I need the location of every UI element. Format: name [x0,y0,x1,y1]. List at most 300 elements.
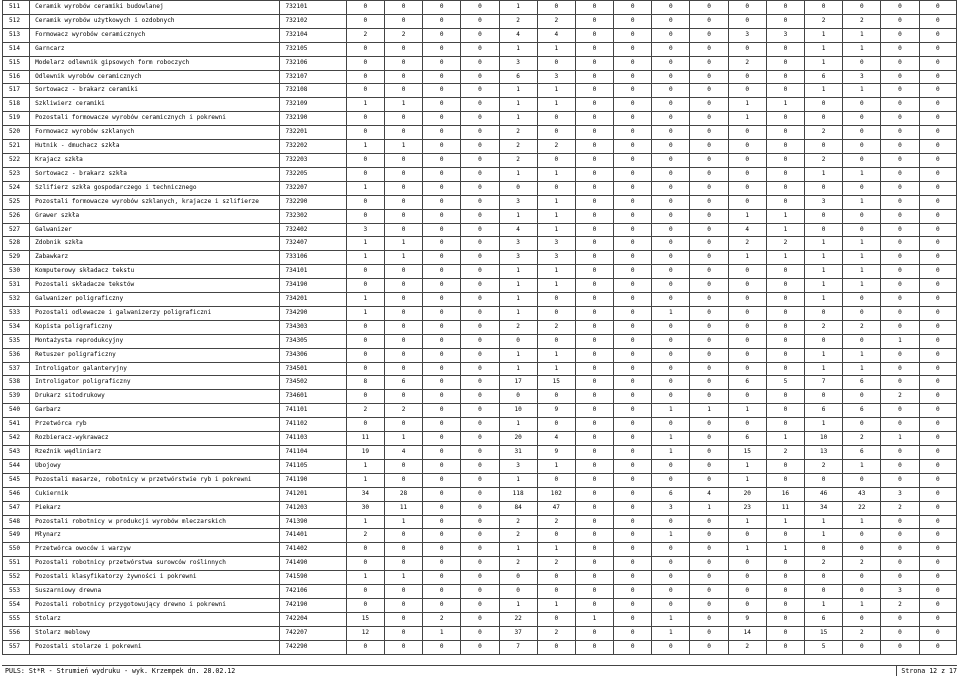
value-cell: 2 [728,237,766,251]
value-cell: 1 [499,98,537,112]
value-cell: 0 [384,167,422,181]
value-cell: 0 [614,56,652,70]
value-cell: 102 [537,487,575,501]
value-cell: 1 [843,348,881,362]
value-cell: 0 [384,543,422,557]
value-cell: 16 [766,487,804,501]
value-cell: 0 [919,279,956,293]
value-cell: 1 [346,473,384,487]
value-cell: 0 [346,126,384,140]
table-row [3,334,957,348]
value-cell: 0 [614,459,652,473]
value-cell: 0 [499,390,537,404]
value-cell: 0 [881,473,919,487]
value-cell: 1 [537,362,575,376]
value-cell: 0 [690,28,728,42]
value-cell: 2 [881,390,919,404]
occupation-code: 734190 [280,279,346,293]
value-cell: 0 [537,529,575,543]
value-cell: 34 [346,487,384,501]
value-cell: 0 [575,501,613,515]
value-cell: 0 [423,390,461,404]
value-cell: 0 [346,56,384,70]
value-cell: 0 [575,626,613,640]
value-cell: 0 [461,432,499,446]
value-cell: 0 [766,348,804,362]
value-cell: 2 [537,515,575,529]
value-cell: 0 [728,418,766,432]
value-cell: 1 [843,84,881,98]
occupation-code: 732201 [280,126,346,140]
value-cell: 0 [728,14,766,28]
value-cell: 0 [843,390,881,404]
value-cell: 0 [690,306,728,320]
value-cell: 0 [919,612,956,626]
value-cell: 1 [728,209,766,223]
value-cell: 0 [919,223,956,237]
value-cell: 0 [652,320,690,334]
value-cell: 1 [384,515,422,529]
value-cell: 0 [690,446,728,460]
value-cell: 0 [614,195,652,209]
value-cell: 0 [881,1,919,15]
value-cell: 0 [461,459,499,473]
value-cell: 19 [346,446,384,460]
value-cell: 0 [461,112,499,126]
value-cell: 0 [423,98,461,112]
value-cell: 0 [690,112,728,126]
value-cell: 0 [690,126,728,140]
value-cell: 0 [766,195,804,209]
value-cell: 0 [881,293,919,307]
value-cell: 0 [346,42,384,56]
row-number: 534 [3,320,30,334]
value-cell: 0 [919,98,956,112]
value-cell: 1 [499,279,537,293]
value-cell: 1 [346,237,384,251]
value-cell: 0 [346,334,384,348]
value-cell: 0 [614,265,652,279]
value-cell: 1 [690,501,728,515]
value-cell: 0 [423,70,461,84]
value-cell: 0 [766,459,804,473]
value-cell: 10 [805,432,843,446]
value-cell: 0 [881,306,919,320]
value-cell: 0 [614,348,652,362]
value-cell: 0 [461,181,499,195]
value-cell: 0 [575,362,613,376]
value-cell: 0 [843,473,881,487]
value-cell: 0 [766,293,804,307]
value-cell: 0 [843,223,881,237]
table-row [3,473,957,487]
value-cell: 0 [575,98,613,112]
value-cell: 0 [575,557,613,571]
value-cell: 0 [499,181,537,195]
occupation-name: Odlewnik wyrobów ceramicznych [30,70,280,84]
table-row [3,306,957,320]
value-cell: 0 [614,84,652,98]
value-cell: 0 [614,473,652,487]
occupation-code: 732407 [280,237,346,251]
value-cell: 0 [728,571,766,585]
value-cell: 0 [384,585,422,599]
value-cell: 0 [423,320,461,334]
value-cell: 0 [423,126,461,140]
value-cell: 0 [766,112,804,126]
occupation-code: 734290 [280,306,346,320]
value-cell: 1 [346,293,384,307]
occupation-code: 734601 [280,390,346,404]
value-cell: 0 [575,112,613,126]
occupation-name: Zabawkarz [30,251,280,265]
value-cell: 0 [919,432,956,446]
value-cell: 0 [346,265,384,279]
value-cell: 0 [346,362,384,376]
value-cell: 0 [766,306,804,320]
value-cell: 0 [423,487,461,501]
value-cell: 0 [575,334,613,348]
value-cell: 0 [843,209,881,223]
value-cell: 1 [843,362,881,376]
value-cell: 6 [843,446,881,460]
value-cell: 0 [575,237,613,251]
value-cell: 0 [919,167,956,181]
value-cell: 0 [384,153,422,167]
table-row [3,279,957,293]
value-cell: 0 [384,126,422,140]
value-cell: 0 [919,501,956,515]
row-number: 519 [3,112,30,126]
value-cell: 3 [881,487,919,501]
row-number: 514 [3,42,30,56]
value-cell: 0 [881,181,919,195]
value-cell: 23 [728,501,766,515]
occupation-code: 732190 [280,112,346,126]
value-cell: 17 [499,376,537,390]
value-cell: 0 [728,348,766,362]
value-cell: 0 [652,293,690,307]
value-cell: 2 [346,529,384,543]
occupation-code: 734502 [280,376,346,390]
value-cell: 0 [423,376,461,390]
value-cell: 1 [499,348,537,362]
table-row [3,320,957,334]
value-cell: 0 [461,487,499,501]
occupation-code: 741490 [280,557,346,571]
value-cell: 1 [843,265,881,279]
value-cell: 0 [614,626,652,640]
value-cell: 3 [881,585,919,599]
value-cell: 0 [461,390,499,404]
value-cell: 1 [499,418,537,432]
table-row [3,223,957,237]
row-number: 555 [3,612,30,626]
value-cell: 0 [461,640,499,654]
value-cell: 0 [461,320,499,334]
value-cell: 0 [805,571,843,585]
value-cell: 0 [766,473,804,487]
value-cell: 0 [537,112,575,126]
value-cell: 0 [384,459,422,473]
value-cell: 0 [575,543,613,557]
value-cell: 0 [728,181,766,195]
value-cell: 0 [614,640,652,654]
value-cell: 0 [423,473,461,487]
value-cell: 0 [461,626,499,640]
row-number: 530 [3,265,30,279]
value-cell: 2 [537,626,575,640]
row-number: 538 [3,376,30,390]
value-cell: 0 [614,153,652,167]
occupation-name: Pozostali stolarze i pokrewni [30,640,280,654]
value-cell: 1 [384,237,422,251]
footer-source-text: PULS: St*R - Strumień wydruku - wyk. Krzempek dn. 28.02.12 [5,667,236,675]
row-number: 513 [3,28,30,42]
table-row [3,557,957,571]
occupation-code: 732104 [280,28,346,42]
value-cell: 0 [805,1,843,15]
value-cell: 46 [805,487,843,501]
value-cell: 0 [346,390,384,404]
value-cell: 0 [614,98,652,112]
value-cell: 3 [728,28,766,42]
value-cell: 5 [766,376,804,390]
value-cell: 0 [423,237,461,251]
occupation-name: Szkliwierz ceramiki [30,98,280,112]
value-cell: 0 [346,84,384,98]
value-cell: 0 [384,56,422,70]
value-cell: 0 [766,362,804,376]
value-cell: 0 [461,515,499,529]
value-cell: 1 [728,473,766,487]
occupation-code: 732109 [280,98,346,112]
value-cell: 1 [537,543,575,557]
value-cell: 0 [690,265,728,279]
value-cell: 15 [728,446,766,460]
value-cell: 0 [423,585,461,599]
value-cell: 0 [346,320,384,334]
value-cell: 0 [881,112,919,126]
value-cell: 47 [537,501,575,515]
value-cell: 0 [614,306,652,320]
row-number: 549 [3,529,30,543]
value-cell: 0 [652,571,690,585]
value-cell: 0 [461,28,499,42]
value-cell: 2 [499,557,537,571]
value-cell: 0 [881,14,919,28]
value-cell: 0 [575,265,613,279]
occupation-name: Krajacz szkła [30,153,280,167]
value-cell: 0 [652,237,690,251]
value-cell: 0 [843,612,881,626]
occupation-code: 734306 [280,348,346,362]
value-cell: 0 [919,404,956,418]
value-cell: 0 [919,112,956,126]
value-cell: 0 [652,543,690,557]
value-cell: 0 [919,529,956,543]
value-cell: 1 [499,543,537,557]
value-cell: 0 [881,70,919,84]
occupation-code: 733106 [280,251,346,265]
value-cell: 0 [461,251,499,265]
occupation-code: 741103 [280,432,346,446]
value-cell: 1 [537,209,575,223]
value-cell: 4 [690,487,728,501]
value-cell: 1 [766,251,804,265]
value-cell: 0 [614,390,652,404]
value-cell: 0 [881,28,919,42]
row-number: 554 [3,598,30,612]
value-cell: 0 [575,432,613,446]
value-cell: 0 [652,362,690,376]
occupation-code: 741190 [280,473,346,487]
value-cell: 1 [346,571,384,585]
row-number: 517 [3,84,30,98]
table-row [3,348,957,362]
value-cell: 0 [690,418,728,432]
value-cell: 0 [614,181,652,195]
occupation-code: 741201 [280,487,346,501]
value-cell: 0 [461,376,499,390]
value-cell: 0 [384,70,422,84]
value-cell: 0 [728,167,766,181]
value-cell: 0 [423,265,461,279]
occupation-code: 732105 [280,42,346,56]
value-cell: 0 [614,320,652,334]
value-cell: 6 [805,612,843,626]
value-cell: 2 [499,320,537,334]
table-row [3,1,957,15]
value-cell: 0 [690,376,728,390]
value-cell: 0 [423,56,461,70]
value-cell: 0 [423,640,461,654]
value-cell: 0 [423,459,461,473]
row-number: 556 [3,626,30,640]
value-cell: 0 [690,598,728,612]
value-cell: 43 [843,487,881,501]
value-cell: 22 [499,612,537,626]
value-cell: 0 [575,293,613,307]
value-cell: 0 [881,320,919,334]
value-cell: 0 [575,306,613,320]
table-row [3,140,957,154]
value-cell: 1 [499,167,537,181]
row-number: 547 [3,501,30,515]
value-cell: 0 [919,70,956,84]
value-cell: 6 [843,376,881,390]
value-cell: 0 [461,126,499,140]
value-cell: 1 [537,279,575,293]
value-cell: 1 [805,167,843,181]
value-cell: 0 [384,473,422,487]
value-cell: 6 [805,70,843,84]
occupation-name: Pozostali formowacze wyrobów ceramicznych i pokrewni [30,112,280,126]
value-cell: 0 [919,585,956,599]
occupation-code: 741401 [280,529,346,543]
value-cell: 1 [805,279,843,293]
value-cell: 1 [805,362,843,376]
table-row [3,571,957,585]
value-cell: 3 [805,195,843,209]
value-cell: 0 [423,140,461,154]
value-cell: 2 [537,140,575,154]
value-cell: 1 [652,446,690,460]
value-cell: 0 [346,348,384,362]
value-cell: 0 [346,418,384,432]
value-cell: 0 [423,1,461,15]
value-cell: 0 [384,1,422,15]
value-cell: 0 [423,404,461,418]
value-cell: 0 [805,112,843,126]
occupation-name: Pozostali odlewacze i galwanizerzy poligraficzni [30,306,280,320]
value-cell: 1 [537,84,575,98]
row-number: 531 [3,279,30,293]
value-cell: 0 [461,585,499,599]
value-cell: 1 [843,28,881,42]
value-cell: 0 [423,293,461,307]
value-cell: 0 [919,28,956,42]
occupation-name: Retuszer poligraficzny [30,348,280,362]
value-cell: 11 [766,501,804,515]
value-cell: 2 [346,404,384,418]
value-cell: 0 [423,112,461,126]
value-cell: 0 [423,84,461,98]
table-row [3,209,957,223]
occupation-name: Sortowacz - brakarz szkła [30,167,280,181]
value-cell: 0 [766,612,804,626]
value-cell: 1 [499,306,537,320]
value-cell: 0 [384,557,422,571]
value-cell: 1 [766,432,804,446]
value-cell: 0 [423,195,461,209]
value-cell: 0 [766,571,804,585]
row-number: 557 [3,640,30,654]
table-row [3,251,957,265]
value-cell: 0 [614,418,652,432]
value-cell: 0 [766,1,804,15]
value-cell: 4 [499,223,537,237]
value-cell: 20 [728,487,766,501]
value-cell: 0 [461,543,499,557]
value-cell: 0 [614,362,652,376]
value-cell: 0 [919,14,956,28]
value-cell: 0 [461,612,499,626]
value-cell: 1 [652,404,690,418]
value-cell: 0 [461,140,499,154]
value-cell: 1 [805,529,843,543]
value-cell: 2 [537,14,575,28]
occupation-name: Pozostali robotnicy przetwórstwa surowców roślinnych [30,557,280,571]
value-cell: 0 [766,181,804,195]
value-cell: 1 [537,348,575,362]
value-cell: 0 [423,28,461,42]
value-cell: 0 [690,181,728,195]
value-cell: 1 [384,571,422,585]
value-cell: 0 [423,279,461,293]
value-cell: 0 [384,598,422,612]
value-cell: 0 [843,585,881,599]
row-number: 524 [3,181,30,195]
value-cell: 1 [652,626,690,640]
value-cell: 0 [423,306,461,320]
value-cell: 1 [499,362,537,376]
value-cell: 0 [881,446,919,460]
value-cell: 0 [575,251,613,265]
value-cell: 0 [728,293,766,307]
row-number: 532 [3,293,30,307]
occupation-code: 732302 [280,209,346,223]
